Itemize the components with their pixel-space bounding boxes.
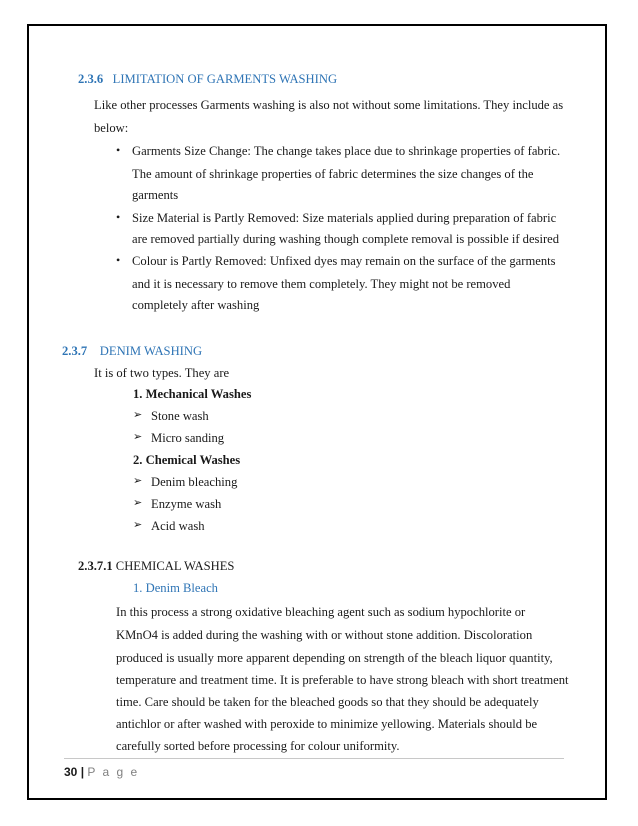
intro-line: below:: [94, 121, 129, 135]
paragraph-line: KMnO4 is added during the washing with or without stone addition. Discoloration: [116, 628, 533, 642]
list-item: Stone wash: [151, 409, 209, 423]
bullet-dot-icon: •: [116, 143, 121, 157]
bullet-line: Garments Size Change: The change takes place due to shrinkage properties of fabric.: [132, 144, 561, 158]
intro-line: It is of two types. They are: [94, 366, 230, 380]
paragraph-line: carefully sorted before processing for colour uniformity.: [116, 739, 400, 753]
page-number: 30: [64, 765, 78, 779]
page-footer: [64, 765, 139, 779]
bullet-line: Size Material is Partly Removed: Size materials applied during preparation of fabric: [132, 211, 557, 225]
section-heading-2-3-7-1: [78, 558, 234, 574]
section-number: 2.3.7: [62, 344, 88, 358]
paragraph-line: In this process a strong oxidative bleaching agent such as sodium hypochlorite or: [116, 605, 526, 619]
arrow-bullet-icon: ➢: [133, 497, 143, 509]
section-heading-2-3-7: [62, 343, 202, 359]
bullet-line: The amount of shrinkage properties of fabric determines the size changes of the: [132, 167, 534, 181]
intro-line: Like other processes Garments washing is also not without some limitations. They include as: [94, 98, 564, 112]
bullet-line: garments: [132, 188, 179, 202]
bullet-dot-icon: •: [116, 210, 121, 224]
section-title: DENIM WASHING: [99, 344, 203, 358]
list-item: Micro sanding: [151, 431, 225, 445]
bullet-dot-icon: •: [116, 253, 121, 267]
bullet-line: and it is necessary to remove them completely. They might not be removed: [132, 277, 511, 291]
arrow-bullet-icon: ➢: [133, 519, 143, 531]
paragraph-line: produced is usually more apparent depending on strength of the bleach liquor quantity,: [116, 651, 553, 665]
list-item: Denim bleaching: [151, 475, 238, 489]
paragraph-line: temperature and treatment time. It is preferable to have strong bleach with short treatment: [116, 673, 569, 687]
paragraph-line: antichlor or after washed with peroxide to minimize yellowing. Materials should be: [116, 717, 538, 731]
bullet-line: Colour is Partly Removed: Unfixed dyes may remain on the surface of the garments: [132, 254, 556, 268]
arrow-bullet-icon: ➢: [133, 409, 143, 421]
numbered-subheading: 2. Chemical Washes: [133, 453, 241, 467]
numbered-subheading: 1. Mechanical Washes: [133, 387, 252, 401]
numbered-subheading: 1. Denim Bleach: [133, 581, 218, 595]
bullet-line: completely after washing: [132, 298, 260, 312]
section-number: 2.3.7.1: [78, 559, 113, 573]
section-heading-2-3-6: [78, 71, 337, 87]
paragraph-line: time. Care should be taken for the bleached goods so that they should be adequately: [116, 695, 539, 709]
footer-separator: |: [80, 765, 85, 779]
section-title: LIMITATION OF GARMENTS WASHING: [112, 72, 338, 86]
bullet-line: are removed partially during washing though complete removal is possible if desired: [132, 232, 560, 246]
footer-rule: [64, 758, 564, 759]
section-number: 2.3.6: [78, 72, 104, 86]
page-label: P a g e: [87, 765, 140, 779]
list-item: Acid wash: [151, 519, 205, 533]
arrow-bullet-icon: ➢: [133, 475, 143, 487]
arrow-bullet-icon: ➢: [133, 431, 143, 443]
section-title: CHEMICAL WASHES: [115, 559, 235, 573]
list-item: Enzyme wash: [151, 497, 222, 511]
